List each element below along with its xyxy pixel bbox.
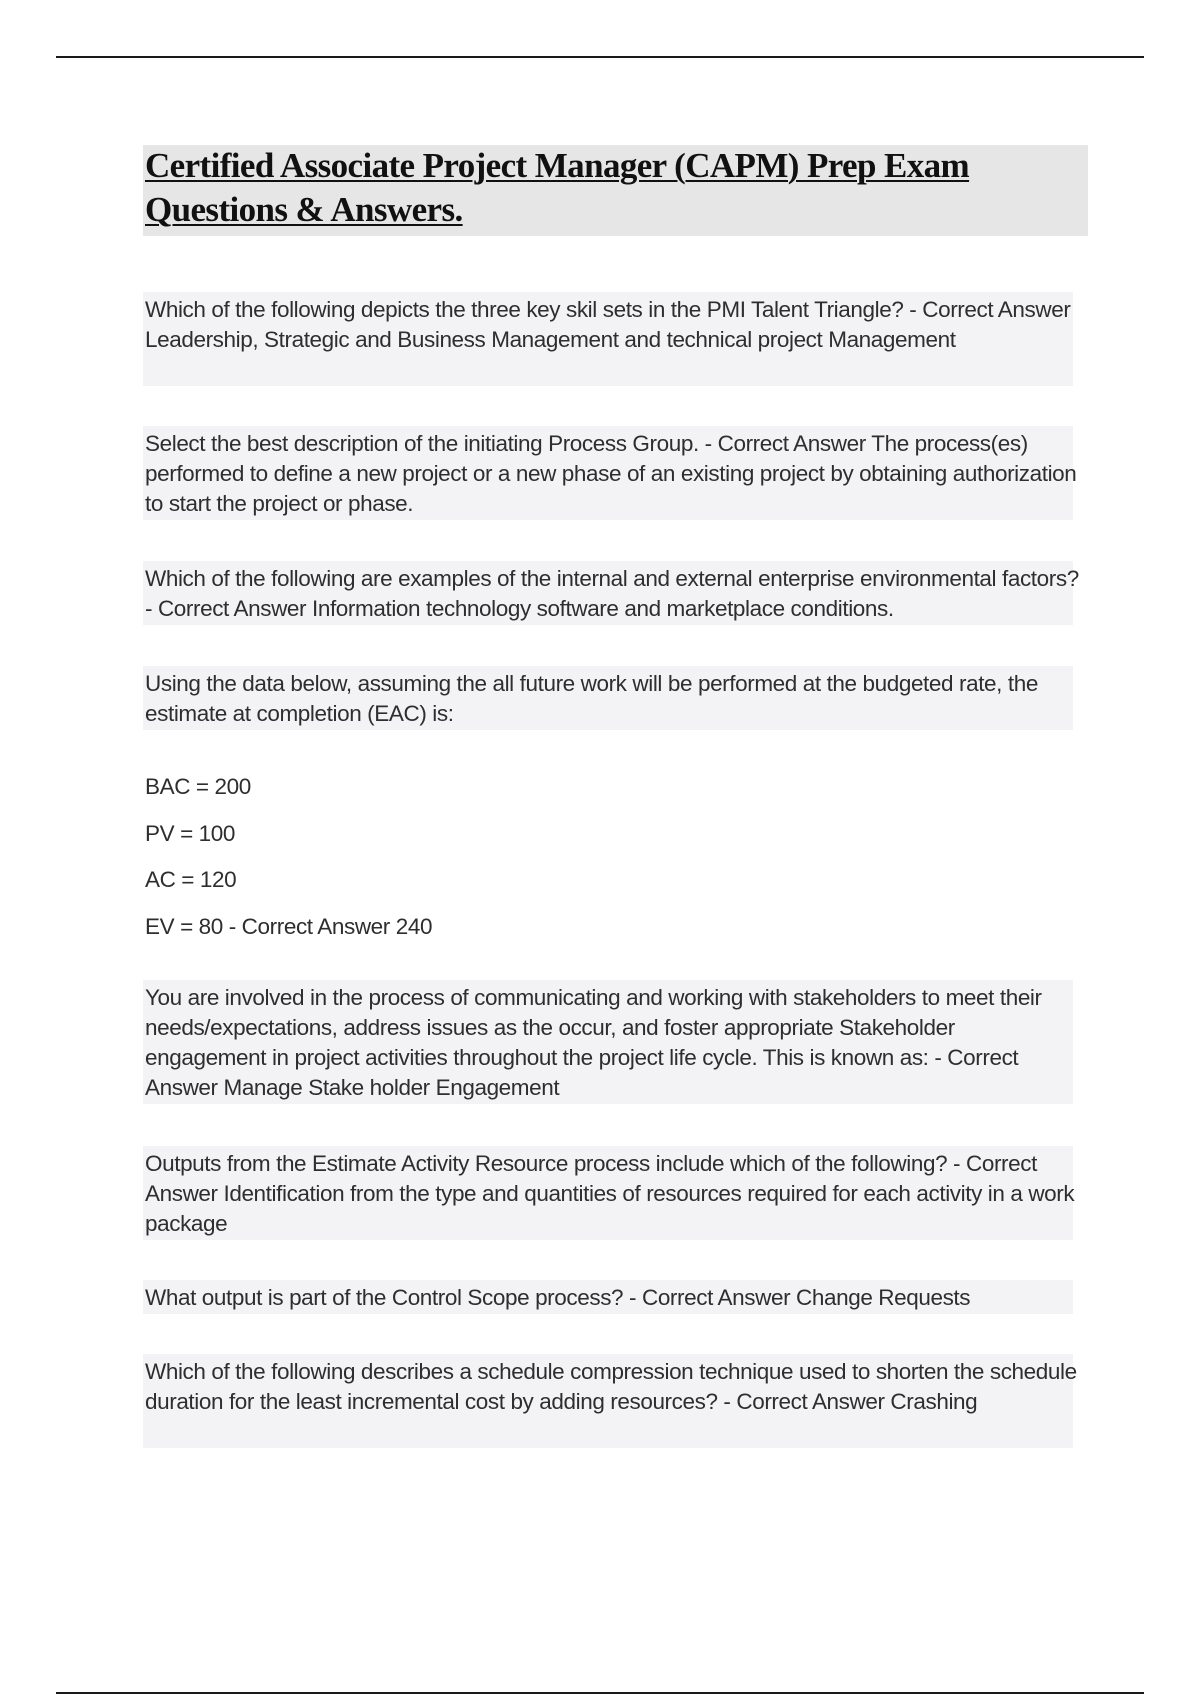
title-line-1: Certified Associate Project Manager (CAPM) Prep Exam (145, 146, 970, 185)
qa-item-3: Which of the following are examples of the internal and external enterprise environmental factors? - Correct Answer Information technology software and marketplace conditions. (145, 566, 1079, 621)
document-title (145, 144, 1075, 232)
qa-item-2: Select the best description of the initiating Process Group. - Correct Answer The process(es) performed to define a new project or a new phase of an existing project by obtaining authorization to start the project or phase. (145, 431, 1077, 516)
bottom-rule (56, 1692, 1144, 1694)
qa-item-4: Using the data below, assuming the all future work will be performed at the budgeted rate, the estimate at completion (EAC) is: (145, 671, 1038, 726)
title-line-2: Questions & Answers. (145, 190, 463, 229)
qa-item-7: What output is part of the Control Scope process? - Correct Answer Change Requests (145, 1285, 971, 1310)
qa-item-5: You are involved in the process of communicating and working with stakeholders to meet their needs/expectations, address issues as the occur, and foster appropriate Stakeholder engagement in project activities throughout the project life cycle. This is known as: - Correct Answer Manage Stake holder Engagement (145, 985, 1042, 1100)
data-line-pv: PV = 100 (145, 821, 235, 846)
data-line-ev: EV = 80 - Correct Answer 240 (145, 914, 433, 939)
data-line-ac: AC = 120 (145, 867, 237, 892)
top-rule (56, 56, 1144, 58)
qa-item-6: Outputs from the Estimate Activity Resource process include which of the following? - Correct Answer Identification from the type and quantities of resources required for each activity in a work package (145, 1151, 1075, 1236)
data-line-bac: BAC = 200 (145, 774, 251, 799)
qa-item-8: Which of the following describes a schedule compression technique used to shorten the schedule duration for the least incremental cost by adding resources? - Correct Answer Crashing (145, 1359, 1077, 1414)
qa-item-1: Which of the following depicts the three key skil sets in the PMI Talent Triangle? - Correct Answer Leadership, Strategic and Business Management and technical project Management (145, 297, 1071, 352)
